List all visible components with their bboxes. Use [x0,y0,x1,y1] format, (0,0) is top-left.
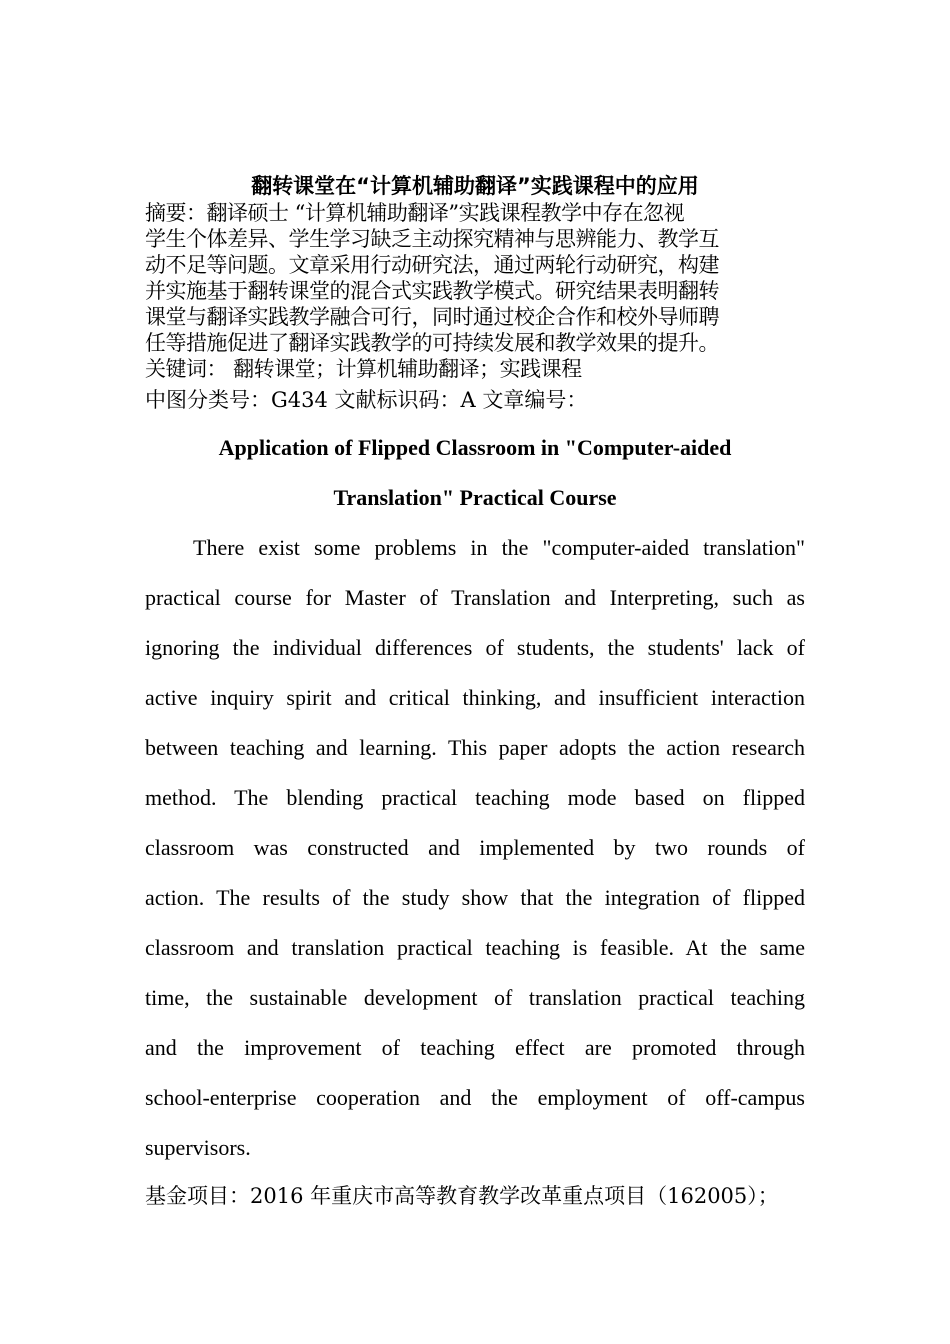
abstract-zh-line: 学生个体差异、学生学习缺乏主动探究精神与思辨能力、教学互 [145,227,719,251]
abstract-en-line: action. The results of the study show that the integration of flipped [145,885,805,910]
abstract-en-line: time, the sustainable development of translation practical teaching [145,985,805,1010]
paper-title-en-line-1: Application of Flipped Classroom in "Computer-aided [218,435,732,460]
abstract-en-line: and the improvement of teaching effect are promoted through [145,1035,805,1060]
abstract-en-line: method. The blending practical teaching mode based on flipped [145,785,805,810]
abstract-zh [145,200,809,382]
abstract-zh-line: 动不足等问题。文章采用行动研究法，通过两轮行动研究，构建 [145,253,719,277]
abstract-en-line: between teaching and learning. This paper adopts the action research [145,735,805,760]
abstract-en-line: supervisors. [145,1135,251,1160]
abstract-en-line: classroom was constructed and implemented by two rounds of [145,835,805,860]
abstract-en-line: There exist some problems in the "computer-aided translation" [193,535,805,560]
classification-line: 中图分类号：G434 文献标识码：A 文章编号： [145,388,588,412]
abstract-zh-line: 摘要：翻译硕士 “计算机辅助翻译”实践课程教学中存在忽视 [145,201,685,225]
abstract-en-line: practical course for Master of Translation and Interpreting, such as [145,585,805,610]
abstract-zh-line: 课堂与翻译实践教学融合可行，同时通过校企合作和校外导师聘 [145,305,719,329]
paper-title-en-line-2: Translation" Practical Course [333,485,617,510]
abstract-en-line: classroom and translation practical teaching is feasible. At the same [145,935,805,960]
paper-title-zh: 翻转课堂在“计算机辅助翻译”实践课程中的应用 [251,174,699,198]
keywords-zh: 关键词： 翻转课堂；计算机辅助翻译；实践课程 [145,357,582,381]
abstract-en-line: ignoring the individual differences of students, the students' lack of [145,635,805,660]
abstract-en-line: school-enterprise cooperation and the employment of off-campus [145,1085,805,1110]
abstract-en-line: active inquiry spirit and critical thinking, and insufficient interaction [145,685,805,710]
funding-line: 基金项目：2016 年重庆市高等教育教学改革重点项目（162005）； [145,1184,779,1208]
abstract-zh-line: 任等措施促进了翻译实践教学的可持续发展和教学效果的提升。 [145,331,719,355]
abstract-zh-line: 并实施基于翻转课堂的混合式实践教学模式。研究结果表明翻转 [145,279,719,303]
